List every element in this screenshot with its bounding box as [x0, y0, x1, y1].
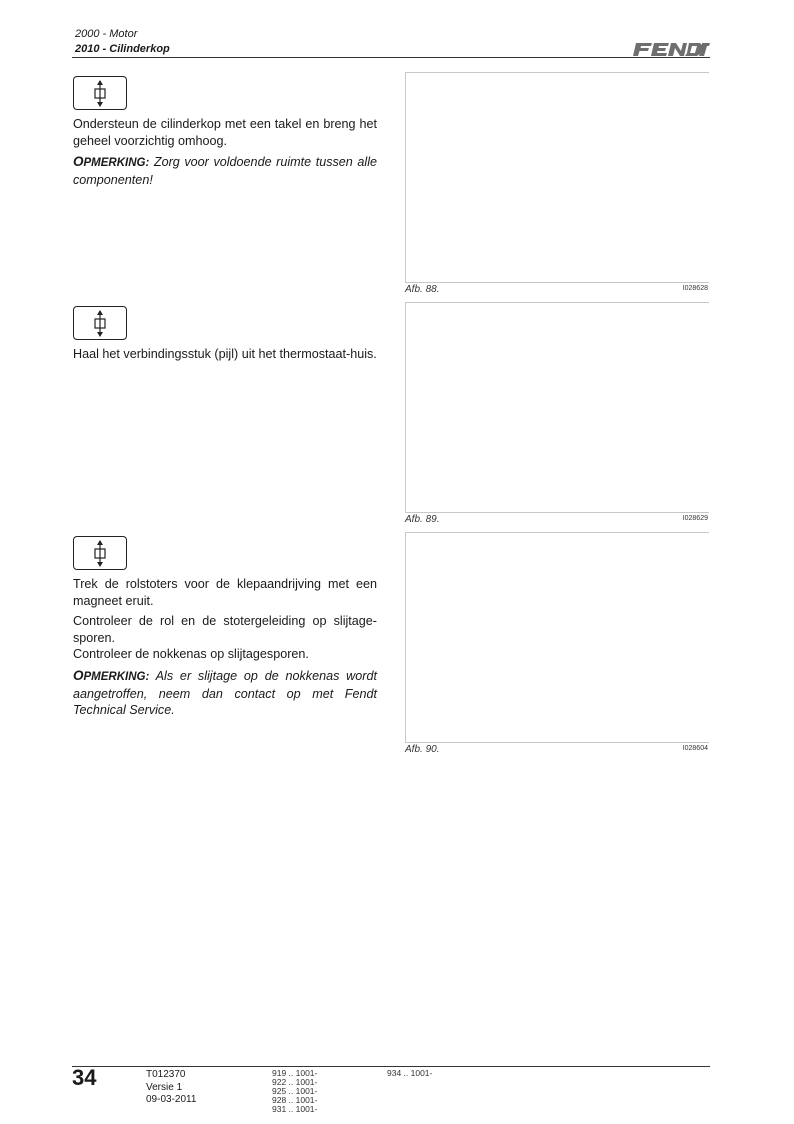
note-text: Als er slijtage op de nokkenas wordt aangetroffen, neem dan contact op met Fendt Technical Service.: [73, 669, 377, 717]
figure-frame-bottom: [405, 512, 709, 513]
figure-caption: Afb. 90.: [405, 744, 440, 755]
figure-caption: Afb. 89.: [405, 514, 440, 525]
figure-code: I028629: [682, 515, 708, 522]
page-number: 34: [72, 1065, 97, 1090]
document-version: Versie 1: [146, 1081, 183, 1093]
figure-frame-left: [405, 302, 406, 512]
header-divider: [72, 57, 710, 58]
serial-range: 919 .. 1001-: [272, 1068, 318, 1078]
serial-range: 922 .. 1001-: [272, 1077, 318, 1087]
note-block: [73, 668, 377, 719]
serial-list-2: [387, 1069, 432, 1078]
section-title: 2010 - Cilinderkop: [75, 43, 170, 55]
step-instruction: Controleer de nokkenas op slijtagesporen.: [73, 647, 309, 661]
figure-frame-top: [405, 302, 709, 303]
figure-frame-left: [405, 532, 406, 742]
footer-divider: [72, 1066, 710, 1067]
action-icon-box: [73, 306, 127, 340]
serial-range: 934 .. 1001-: [387, 1068, 433, 1078]
figure-frame-bottom: [405, 742, 709, 743]
note-text: Zorg voor voldoende ruimte tussen alle componenten!: [73, 155, 377, 187]
serial-range: 931 .. 1001-: [272, 1104, 318, 1114]
serial-range: 925 .. 1001-: [272, 1086, 318, 1096]
action-arrows-icon: [89, 80, 111, 107]
step-instruction: Controleer de rol en de stotergeleiding op slijtage-sporen.: [73, 614, 377, 645]
figure-frame-top: [405, 72, 709, 73]
serial-range: 928 .. 1001-: [272, 1095, 318, 1105]
document-info: [146, 1069, 196, 1107]
document-number: T012370: [146, 1069, 186, 1080]
note-label: OPMERKING:: [73, 154, 150, 169]
figure-caption: Afb. 88.: [405, 284, 440, 295]
note-block: [73, 154, 377, 188]
figure-frame-top: [405, 532, 709, 533]
figure-frame-bottom: [405, 282, 709, 283]
action-icon-box: [73, 76, 127, 110]
figure-code: I028604: [682, 745, 708, 752]
step-instruction: Trek de rolstoters voor de klepaandrijving met een magneet eruit.: [73, 577, 377, 608]
action-icon-box: [73, 536, 127, 570]
note-label: OPMERKING:: [73, 668, 150, 683]
action-arrows-icon: [89, 310, 111, 337]
step-instruction: Ondersteun de cilinderkop met een takel en breng het geheel voorzichtig omhoog.: [73, 117, 377, 148]
step-instruction: Haal het verbindingsstuk (pijl) uit het thermostaat-huis.: [73, 347, 377, 361]
serial-list-1: [272, 1069, 317, 1114]
chapter-title: 2000 - Motor: [75, 28, 138, 40]
figure-code: I028628: [682, 285, 708, 292]
action-arrows-icon: [89, 540, 111, 567]
document-date: 09-03-2011: [146, 1094, 197, 1105]
figure-frame-left: [405, 72, 406, 282]
fendt-logo: [632, 40, 710, 58]
